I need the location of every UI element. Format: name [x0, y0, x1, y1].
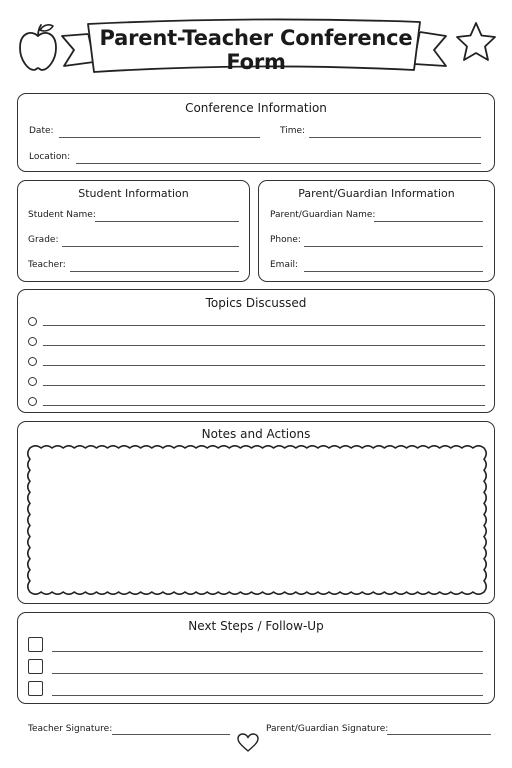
- grade-label: Grade:: [28, 235, 59, 245]
- email-field[interactable]: [304, 271, 483, 272]
- conference-info-section: [17, 93, 495, 172]
- next-steps-section: [17, 612, 495, 704]
- email-label: Email:: [270, 260, 299, 270]
- student-info-title: Student Information: [78, 187, 189, 200]
- followup-checkbox-1[interactable]: [28, 637, 43, 652]
- followup-line-1[interactable]: [52, 651, 483, 652]
- followup-line-3[interactable]: [52, 695, 483, 696]
- grade-field[interactable]: [62, 246, 239, 247]
- parent-info-section: [258, 180, 495, 282]
- teacher-signature-field[interactable]: [112, 734, 230, 735]
- topic-line-2[interactable]: [43, 345, 485, 346]
- student-info-section: [17, 180, 250, 282]
- phone-label: Phone:: [270, 235, 301, 245]
- topic-line-4[interactable]: [43, 385, 485, 386]
- topic-bullet-1[interactable]: [28, 317, 37, 326]
- phone-field[interactable]: [304, 246, 483, 247]
- topics-title: Topics Discussed: [205, 296, 307, 310]
- followup-line-2[interactable]: [52, 673, 483, 674]
- next-steps-title: Next Steps / Follow-Up: [188, 619, 324, 633]
- topic-bullet-4[interactable]: [28, 377, 37, 386]
- parent-signature-field[interactable]: [387, 734, 491, 735]
- time-label: Time:: [280, 126, 306, 136]
- topic-line-3[interactable]: [43, 365, 485, 366]
- parent-name-label: Parent/Guardian Name:: [270, 210, 376, 220]
- heart-icon: [237, 733, 259, 753]
- topics-section: [17, 289, 495, 413]
- teacher-field[interactable]: [70, 271, 239, 272]
- teacher-signature-label: Teacher Signature:: [28, 724, 113, 734]
- teacher-label: Teacher:: [28, 260, 66, 270]
- notes-area[interactable]: [26, 444, 488, 596]
- apple-icon: [16, 20, 60, 72]
- topic-bullet-3[interactable]: [28, 357, 37, 366]
- topic-bullet-2[interactable]: [28, 337, 37, 346]
- topic-bullet-5[interactable]: [28, 397, 37, 406]
- page-title: Parent-Teacher Conference Form: [99, 26, 413, 74]
- topic-line-5[interactable]: [43, 405, 485, 406]
- student-name-field[interactable]: [95, 221, 239, 222]
- parent-signature-label: Parent/Guardian Signature:: [266, 724, 389, 734]
- conference-info-title: Conference Information: [185, 101, 327, 115]
- notes-title: Notes and Actions: [201, 427, 311, 441]
- star-icon: [454, 20, 498, 64]
- parent-name-field[interactable]: [374, 221, 483, 222]
- time-field[interactable]: [309, 137, 481, 138]
- followup-checkbox-3[interactable]: [28, 681, 43, 696]
- date-field[interactable]: [59, 137, 260, 138]
- location-label: Location:: [29, 152, 71, 162]
- parent-info-title: Parent/Guardian Information: [298, 187, 455, 200]
- location-field[interactable]: [76, 163, 481, 164]
- student-name-label: Student Name:: [28, 210, 96, 220]
- date-label: Date:: [29, 126, 54, 136]
- followup-checkbox-2[interactable]: [28, 659, 43, 674]
- topic-line-1[interactable]: [43, 325, 485, 326]
